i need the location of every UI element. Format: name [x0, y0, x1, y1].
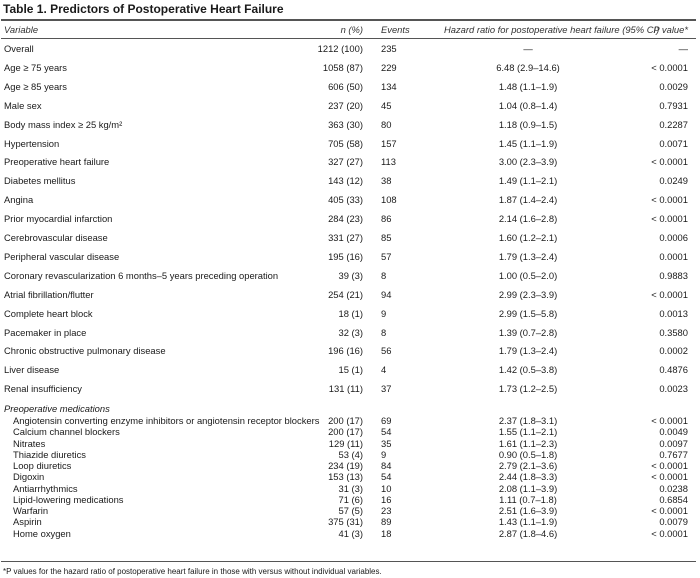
row-p-value: < 0.0001 [651, 527, 688, 539]
row-n: 254 (21) [328, 288, 363, 300]
row-p-value: 0.0049 [659, 426, 688, 438]
row-hazard-ratio: 2.08 (1.1–3.9) [498, 482, 558, 494]
row-events: 113 [381, 156, 396, 168]
row-p-value: 0.9883 [659, 269, 688, 281]
row-events: 38 [381, 175, 392, 187]
header-p-value: P value* [653, 24, 688, 35]
row-variable: Liver disease [4, 364, 60, 376]
row-variable: Coronary revascularization 6 months–5 years preceding operation [4, 269, 279, 281]
row-n: 129 (11) [328, 437, 363, 449]
row-events: 18 [381, 527, 392, 539]
row-p-value: 0.0013 [659, 307, 688, 319]
row-events: 35 [381, 437, 392, 449]
row-events: 4 [381, 364, 387, 376]
row-hazard-ratio: 1.60 (1.2–2.1) [498, 232, 558, 243]
row-variable: Loop diuretics [13, 460, 72, 471]
row-n: 15 (1) [338, 364, 363, 376]
row-events: 8 [381, 269, 387, 281]
row-p-value: 0.0079 [659, 516, 688, 528]
row-events: 235 [381, 43, 397, 54]
row-n: 53 (4) [338, 448, 363, 460]
row-hazard-ratio: 1.45 (1.1–1.9) [498, 137, 558, 149]
row-n: 39 (3) [338, 269, 363, 281]
row-n: 131 (11) [328, 383, 363, 395]
row-n: 405 (33) [328, 194, 363, 206]
row-p-value: 0.0238 [659, 482, 688, 494]
row-n: 195 (16) [328, 250, 363, 262]
row-hazard-ratio: 3.00 (2.3–3.9) [498, 156, 558, 168]
row-p-value: 0.4876 [659, 364, 688, 376]
row-variable: Prior myocardial infarction [4, 213, 113, 225]
row-variable: Male sex [4, 99, 42, 111]
row-hazard-ratio: 1.55 (1.1–2.1) [498, 426, 558, 438]
row-n: 57 (5) [338, 505, 363, 516]
row-events: 157 [381, 137, 397, 149]
row-events: 134 [381, 80, 397, 92]
header-variable: Variable [4, 24, 39, 35]
row-n: 606 (50) [328, 80, 363, 92]
row-p-value: < 0.0001 [651, 471, 688, 483]
row-variable: Overall [4, 43, 34, 54]
row-events: 45 [381, 99, 392, 111]
row-hazard-ratio: 1.87 (1.4–2.4) [498, 194, 558, 206]
row-events: 108 [381, 194, 397, 206]
row-hazard-ratio: 0.90 (0.5–1.8) [498, 448, 558, 460]
row-p-value: < 0.0001 [651, 156, 688, 168]
row-hazard-ratio: 2.87 (1.8–4.6) [498, 527, 558, 539]
row-events: 229 [381, 61, 397, 73]
row-events: 57 [381, 250, 392, 262]
row-variable: Peripheral vascular disease [4, 250, 120, 262]
row-hazard-ratio: 1.61 (1.1–2.3) [498, 437, 558, 449]
row-hazard-ratio: 2.37 (1.8–3.1) [498, 415, 558, 426]
row-p-value: 0.6854 [659, 493, 688, 505]
row-variable: Calcium channel blockers [13, 426, 120, 438]
row-hazard-ratio: 1.04 (0.8–1.4) [498, 99, 558, 111]
row-hazard-ratio: 1.73 (1.2–2.5) [498, 383, 558, 395]
row-events: 54 [381, 471, 392, 483]
row-n: 41 (3) [338, 527, 363, 539]
row-hazard-ratio: 6.48 (2.9–14.6) [496, 61, 560, 73]
row-p-value: 0.2287 [659, 118, 688, 130]
row-variable: Antiarrhythmics [13, 482, 78, 494]
row-p-value: 0.0006 [659, 232, 688, 243]
row-hazard-ratio: 1.43 (1.1–1.9) [498, 516, 558, 528]
row-n: 327 (27) [328, 156, 363, 168]
row-p-value: < 0.0001 [651, 288, 688, 300]
row-variable: Lipid-lowering medications [13, 493, 124, 505]
row-variable: Hypertension [4, 137, 60, 149]
row-n: 143 (12) [328, 175, 363, 187]
row-events: 23 [381, 505, 392, 516]
row-hazard-ratio: 1.18 (0.9–1.5) [498, 118, 558, 130]
row-variable: Body mass index ≥ 25 kg/m² [4, 118, 123, 130]
row-hazard-ratio: — [523, 43, 533, 54]
header-events: Events [381, 24, 410, 35]
row-hazard-ratio: 1.42 (0.5–3.8) [498, 364, 558, 376]
row-n: 18 (1) [338, 307, 363, 319]
row-p-value: 0.0249 [659, 175, 688, 187]
header-rule [1, 38, 696, 39]
row-events: 86 [381, 213, 392, 225]
row-variable: Diabetes mellitus [4, 175, 76, 187]
row-n: 234 (19) [328, 460, 363, 471]
row-p-value: 0.7677 [659, 448, 688, 460]
row-hazard-ratio: 1.39 (0.7–2.8) [498, 326, 558, 338]
row-n: 32 (3) [338, 326, 363, 338]
row-p-value: 0.3580 [659, 326, 688, 338]
row-hazard-ratio: 2.44 (1.8–3.3) [498, 471, 558, 483]
row-variable: Angiotensin converting enzyme inhibitors or angiotensin receptor blockers [13, 415, 320, 426]
row-n: 200 (17) [328, 415, 363, 426]
row-p-value: 0.0097 [659, 437, 688, 449]
row-hazard-ratio: 1.79 (1.3–2.4) [498, 345, 558, 357]
row-p-value: < 0.0001 [651, 415, 688, 426]
top-rule [1, 19, 696, 21]
table-title: Table 1. Predictors of Postoperative Heart Failure [3, 2, 284, 16]
row-events: 10 [381, 482, 392, 494]
row-p-value: 0.0029 [659, 80, 688, 92]
row-variable: Atrial fibrillation/flutter [4, 288, 94, 300]
row-events: 94 [381, 288, 392, 300]
row-hazard-ratio: 2.14 (1.6–2.8) [498, 213, 558, 225]
row-hazard-ratio: 1.11 (0.7–1.8) [499, 493, 557, 505]
row-n: 363 (30) [328, 118, 363, 130]
row-n: 31 (3) [338, 482, 363, 494]
row-events: 37 [381, 383, 392, 395]
row-n: 705 (58) [328, 137, 363, 149]
row-n: 200 (17) [328, 426, 363, 438]
row-p-value: < 0.0001 [651, 61, 688, 73]
row-p-value: 0.0071 [659, 137, 688, 149]
row-events: 16 [381, 493, 392, 505]
row-hazard-ratio: 2.99 (1.5–5.8) [498, 307, 558, 319]
row-n: 331 (27) [328, 232, 363, 243]
row-events: 9 [381, 307, 387, 319]
row-variable: Age ≥ 85 years [4, 80, 67, 92]
row-variable: Nitrates [13, 437, 46, 449]
row-variable: Digoxin [13, 471, 45, 483]
row-variable: Chronic obstructive pulmonary disease [4, 345, 166, 357]
row-n: 196 (16) [328, 345, 363, 357]
row-n: 284 (23) [328, 213, 363, 225]
row-n: 375 (31) [328, 516, 363, 528]
row-n: 153 (13) [328, 471, 363, 483]
row-variable: Warfarin [13, 505, 49, 516]
row-variable: Thiazide diuretics [13, 448, 86, 460]
row-p-value: < 0.0001 [651, 460, 688, 471]
row-p-value: 0.0002 [659, 345, 688, 357]
row-hazard-ratio: 1.48 (1.1–1.9) [498, 80, 558, 92]
row-variable: Age ≥ 75 years [4, 61, 67, 73]
row-hazard-ratio: 2.79 (2.1–3.6) [498, 460, 558, 471]
row-variable: Complete heart block [4, 307, 93, 319]
row-events: 9 [381, 448, 387, 460]
row-hazard-ratio: 1.00 (0.5–2.0) [498, 269, 558, 281]
row-variable: Aspirin [13, 516, 42, 528]
row-hazard-ratio: 2.51 (1.6–3.9) [498, 505, 558, 516]
row-variable: Renal insufficiency [4, 383, 82, 395]
row-hazard-ratio: 1.49 (1.1–2.1) [498, 175, 558, 187]
row-p-value: < 0.0001 [651, 194, 688, 206]
row-hazard-ratio: 1.79 (1.3–2.4) [498, 250, 558, 262]
row-p-value: 0.7931 [659, 99, 688, 111]
row-events: 69 [381, 415, 392, 426]
row-events: 54 [381, 426, 392, 438]
footnote: *P values for the hazard ratio of postoperative heart failure in those with versus without individual variables. [3, 567, 382, 576]
row-n: 1058 (87) [322, 61, 363, 73]
row-variable: Pacemaker in place [4, 326, 87, 338]
row-variable: Preoperative heart failure [4, 156, 110, 168]
medications-label: Preoperative medications [4, 403, 110, 414]
row-events: 80 [381, 118, 392, 130]
row-events: 8 [381, 326, 387, 338]
bottom-rule [1, 561, 696, 562]
row-events: 85 [381, 232, 392, 243]
row-hazard-ratio: 2.99 (2.3–3.9) [498, 288, 558, 300]
header-n: n (%) [340, 24, 363, 35]
row-p-value: 0.0001 [659, 250, 688, 262]
row-variable: Home oxygen [13, 527, 71, 539]
row-p-value: < 0.0001 [651, 505, 688, 516]
header-hazard-ratio: Hazard ratio for postoperative heart failure (95% CI) [444, 24, 660, 35]
row-p-value: — [678, 43, 688, 54]
row-n: 71 (6) [338, 493, 363, 505]
row-events: 89 [381, 516, 392, 528]
row-events: 84 [381, 460, 392, 471]
row-variable: Angina [4, 194, 34, 206]
row-p-value: < 0.0001 [651, 213, 688, 225]
row-variable: Cerebrovascular disease [4, 232, 108, 243]
row-events: 56 [381, 345, 392, 357]
row-p-value: 0.0023 [659, 383, 688, 395]
row-n: 237 (20) [328, 99, 363, 111]
row-n: 1212 (100) [317, 43, 363, 54]
